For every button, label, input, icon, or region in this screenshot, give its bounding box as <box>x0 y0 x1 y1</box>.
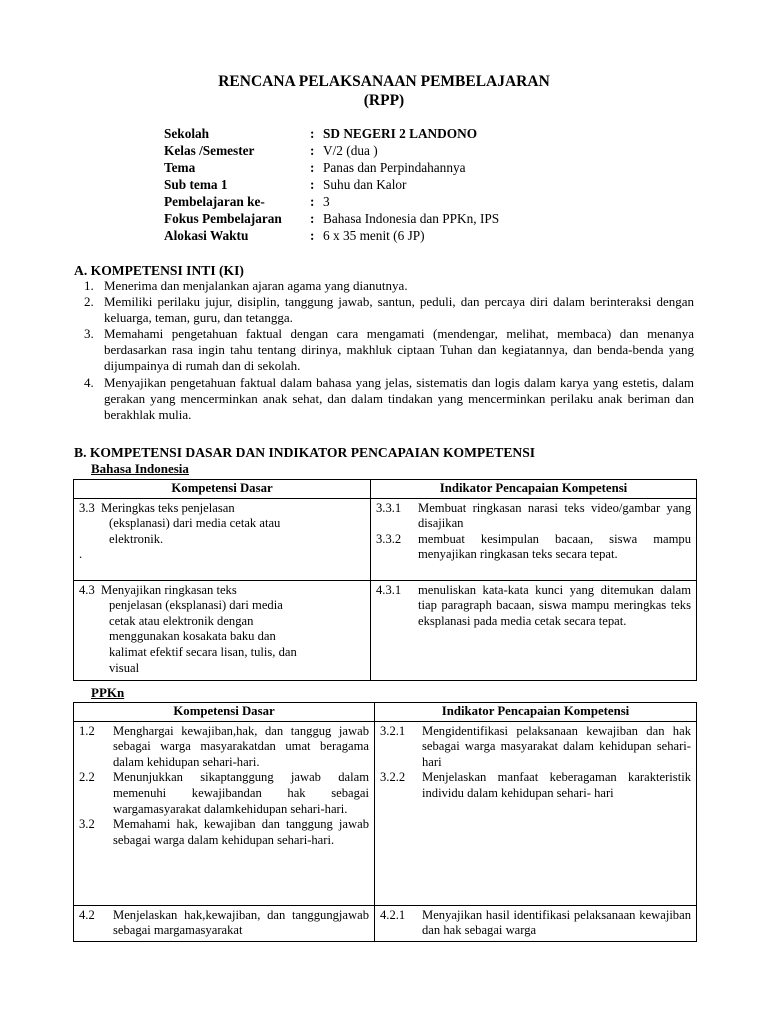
col-header-ipk: Indikator Pencapaian Kompetensi <box>375 703 697 722</box>
ipk-item: 3.2.1 Mengidentifikasi pelaksanaan kewajiban dan hak sebagai warga masyarakat dalam kehidupan sehari-hari <box>380 723 691 769</box>
table-header-row <box>74 703 697 722</box>
col-header-ipk: Indikator Pencapaian Kompetensi <box>371 480 697 499</box>
table-row <box>74 721 697 905</box>
meta-colon: : <box>310 211 315 226</box>
ki-item <box>84 294 694 326</box>
ki-item-text: Memiliki perilaku jujur, disiplin, tanggung jawab, santun, peduli, dan percaya diri dalam berinteraksi dengan keluarga, teman, guru, dan tetangga. <box>104 294 694 326</box>
ipk-item: 3.3.1 Membuat ringkasan narasi teks video/gambar yang disajikan <box>376 500 691 531</box>
document-title: RENCANA PELAKSANAAN PEMBELAJARAN <box>218 73 550 90</box>
ipk-cell <box>375 905 697 941</box>
ppkn-kd-table <box>73 702 697 942</box>
meta-label: Fokus Pembelajaran <box>164 211 282 226</box>
meta-label: Pembelajaran ke- <box>164 194 265 209</box>
ipk-item: 3.2.2 Menjelaskan manfaat keberagaman karakteristik individu dalam kehidupan sehari- hari <box>380 770 691 800</box>
ki-list <box>84 278 694 423</box>
kd-line: menggunakan kosakata baku dan <box>109 629 276 644</box>
table-row <box>74 498 697 580</box>
ipk-cell <box>371 498 697 580</box>
ki-item-number: 2. <box>84 294 94 310</box>
table-row <box>74 905 697 941</box>
bahasa-indonesia-label: Bahasa Indonesia <box>91 461 189 476</box>
kd-item: 1.2 Menghargai kewajiban,hak, dan tanggug jawab sebagai warga masyarakatdan umat beragama dalam kehidupan sehari-hari. <box>79 723 369 769</box>
ki-item-text: Memahami pengetahuan faktual dengan cara mengamati (mendengar, melihat, membaca) dan menanya berdasarkan rasa ingin tahu tentang dirinya, makhluk ciptaan Tuhan dan kegiatannya, dan benda-benda yang dijumpainya di rumah dan di sekolah. <box>104 326 694 374</box>
kd-item: 3.2 Memahami hak, kewajiban dan tanggung jawab sebagai warga dalam kehidupan sehari-hari. <box>79 817 369 847</box>
kd-line: 3.3 Meringkas teks penjelasan <box>79 500 235 515</box>
ki-item <box>84 375 694 423</box>
kd-line: elektronik. <box>109 531 164 546</box>
section-b-heading: B. KOMPETENSI DASAR DAN INDIKATOR PENCAPAIAN KOMPETENSI <box>74 445 536 460</box>
meta-label: Alokasi Waktu <box>164 228 249 243</box>
meta-label: Kelas /Semester <box>164 143 255 158</box>
kd-line: kalimat efektif secara lisan, tulis, dan <box>109 644 297 659</box>
col-header-kd: Kompetensi Dasar <box>74 703 375 722</box>
table-row <box>74 580 697 680</box>
meta-value: SD NEGERI 2 LANDONO <box>323 126 478 141</box>
kd-line: (eksplanasi) dari media cetak atau <box>109 516 281 531</box>
meta-colon: : <box>310 177 315 192</box>
ki-item-number: 3. <box>84 326 94 342</box>
col-header-kd: Kompetensi Dasar <box>74 480 371 499</box>
kd-line: . <box>79 547 83 562</box>
table-header-row <box>74 480 697 499</box>
section-a-heading: A. KOMPETENSI INTI (KI) <box>74 263 244 278</box>
ipk-item: 3.3.2 membuat kesimpulan bacaan, siswa mampu menyajikan ringkasan teks secara tepat. <box>376 531 691 562</box>
ki-item-text: Menyajikan pengetahuan faktual dalam bahasa yang jelas, sistematis dan logis dalam karya yang estetis, dalam gerakan yang mencerminkan anak sehat, dan dalam tindakan yang mencerminkan perilaku anak beriman dan berakhlak mulia. <box>104 374 694 422</box>
ppkn-label: PPKn <box>91 685 125 700</box>
kd-line: penjelasan (eksplanasi) dari media <box>109 598 283 613</box>
ki-item-number: 4. <box>84 374 94 390</box>
document-subtitle: (RPP) <box>363 92 405 109</box>
kd-cell <box>74 580 371 680</box>
ki-item <box>84 278 694 294</box>
kd-line: 4.3 Menyajikan ringkasan teks <box>79 582 237 597</box>
meta-label: Tema <box>164 160 196 175</box>
ki-item <box>84 326 694 374</box>
kd-line: cetak atau elektronik dengan <box>109 613 254 628</box>
ipk-cell <box>375 721 697 905</box>
bahasa-kd-table <box>73 479 697 681</box>
meta-value: 6 x 35 menit (6 JP) <box>323 228 425 243</box>
meta-value: V/2 (dua ) <box>323 143 378 158</box>
kd-item: 2.2 Menunjukkan sikaptanggung jawab dalam memenuhi kewajibandan hak sebagai wargamasyarakat dalamkehidupan sehari-hari. <box>79 770 369 816</box>
meta-colon: : <box>310 126 315 141</box>
meta-label: Sub tema 1 <box>164 177 228 192</box>
meta-colon: : <box>310 228 315 243</box>
ipk-item: 4.3.1 menuliskan kata-kata kunci yang ditemukan dalam tiap paragraph bacaan, siswa mampu meringkas teks eksplanasi pada media cetak secara tepat. <box>376 582 691 628</box>
kd-cell <box>74 721 375 905</box>
kd-line: visual <box>109 660 140 675</box>
kd-cell <box>74 905 375 941</box>
ipk-item: 4.2.1 Menyajikan hasil identifikasi pelaksanaan kewajiban dan hak sebagai warga <box>380 907 691 938</box>
kd-cell <box>74 498 371 580</box>
meta-value: Panas dan Perpindahannya <box>323 160 466 175</box>
meta-value: 3 <box>323 194 330 209</box>
ki-item-text: Menerima dan menjalankan ajaran agama yang dianutnya. <box>104 278 408 293</box>
ki-item-number: 1. <box>84 278 94 293</box>
meta-colon: : <box>310 194 315 209</box>
meta-colon: : <box>310 143 315 158</box>
ipk-cell <box>371 580 697 680</box>
meta-value: Bahasa Indonesia dan PPKn, IPS <box>323 211 500 226</box>
meta-value: Suhu dan Kalor <box>323 177 407 192</box>
meta-label: Sekolah <box>164 126 210 141</box>
kd-item: 4.2 Menjelaskan hak,kewajiban, dan tanggungjawab sebagai margamasyarakat <box>79 907 369 938</box>
meta-colon: : <box>310 160 315 175</box>
